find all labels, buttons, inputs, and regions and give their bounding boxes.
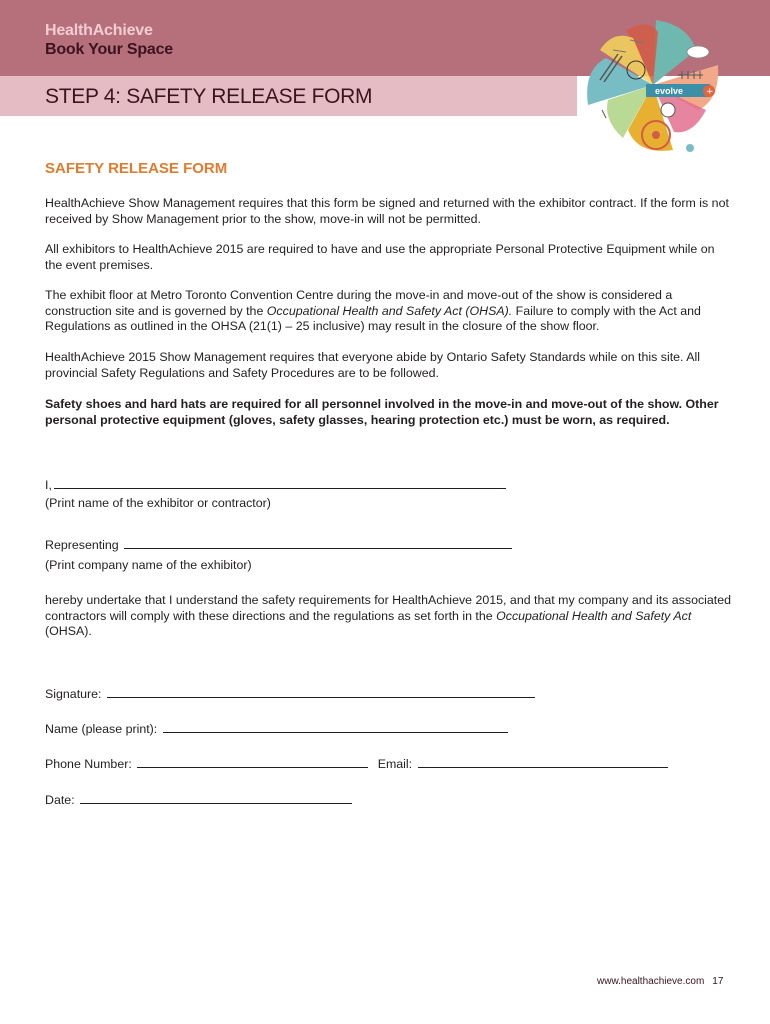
email-field[interactable]	[418, 756, 668, 768]
name-row	[45, 721, 508, 737]
paragraph-text: hereby undertake that I understand the safety requirements for HealthAchieve 2015, and that my company and its associated contractors will comply with these directions and the regulations as set forth in the	[45, 593, 732, 623]
signature-label: Signature:	[45, 687, 102, 701]
company-field[interactable]	[124, 537, 512, 549]
exhibitor-name-row	[45, 477, 506, 493]
company-row	[45, 537, 512, 553]
signature-row	[45, 686, 535, 702]
phone-field[interactable]	[137, 756, 368, 768]
footer-url[interactable]: www.healthachieve.com	[597, 976, 705, 987]
exhibitor-name-hint: (Print name of the exhibitor or contractor)	[45, 496, 271, 510]
paragraph-ppe: All exhibitors to HealthAchieve 2015 are required to have and use the appropriate Personal Protective Equipment while on the event premises.	[45, 242, 715, 272]
name-field[interactable]	[163, 721, 508, 733]
date-label: Date:	[45, 793, 75, 807]
paragraph-undertaking	[45, 593, 735, 640]
exhibitor-name-field[interactable]	[54, 477, 506, 489]
company-label: Representing	[45, 538, 119, 552]
svg-text:+: +	[706, 87, 714, 97]
date-row	[45, 792, 352, 808]
brand-name: HealthAchieve	[45, 22, 153, 39]
company-hint: (Print company name of the exhibitor)	[45, 558, 252, 572]
brand-subtitle: Book Your Space	[45, 41, 174, 58]
name-label: Name (please print):	[45, 722, 158, 736]
act-title: Occupational Health and Safety Act	[496, 608, 692, 623]
date-field[interactable]	[80, 792, 352, 804]
page-title: STEP 4: SAFETY RELEASE FORM	[45, 85, 373, 108]
paragraph-construction-site	[45, 288, 735, 335]
page-number: 17	[712, 976, 724, 987]
paragraph-ontario-standards: HealthAchieve 2015 Show Management requires that everyone abide by Ontario Safety Standards while on this site. All provincial Safety Regulations and Safety Procedures are to be followed.	[45, 350, 701, 380]
paragraph-text: Failure to comply with the Act and Regulations as outlined in the OHSA (21(1) – 25 inclusive) may result in the closure of the show floor.	[45, 303, 701, 334]
signature-field[interactable]	[107, 686, 535, 698]
section-title: SAFETY RELEASE FORM	[45, 160, 228, 177]
pinwheel-graphic	[578, 10, 728, 160]
exhibitor-name-label: I,	[45, 478, 52, 492]
paragraph-text: The exhibit floor at Metro Toronto Convention Centre during the move-in and move-out of the show is considered a construction site and is governed by the	[45, 288, 673, 318]
email-label: Email:	[377, 757, 413, 771]
phone-label: Phone Number:	[45, 757, 132, 771]
footer	[597, 976, 723, 987]
paragraph-text: (OHSA).	[45, 624, 92, 639]
graphic-word: evolve	[655, 86, 684, 96]
contact-row	[45, 756, 668, 772]
paragraph-safety-gear: Safety shoes and hard hats are required for all personnel involved in the move-in and move-out of the show. Other personal protective equipment (gloves, safety glasses, hearing protection etc.) must be worn, as required.	[45, 397, 719, 427]
act-title: Occupational Health and Safety Act (OHSA).	[266, 303, 513, 318]
paragraph-intro: HealthAchieve Show Management requires that this form be signed and returned with the exhibitor contract. If the form is not received by Show Management prior to the show, move-in will not be permitted.	[45, 196, 729, 226]
